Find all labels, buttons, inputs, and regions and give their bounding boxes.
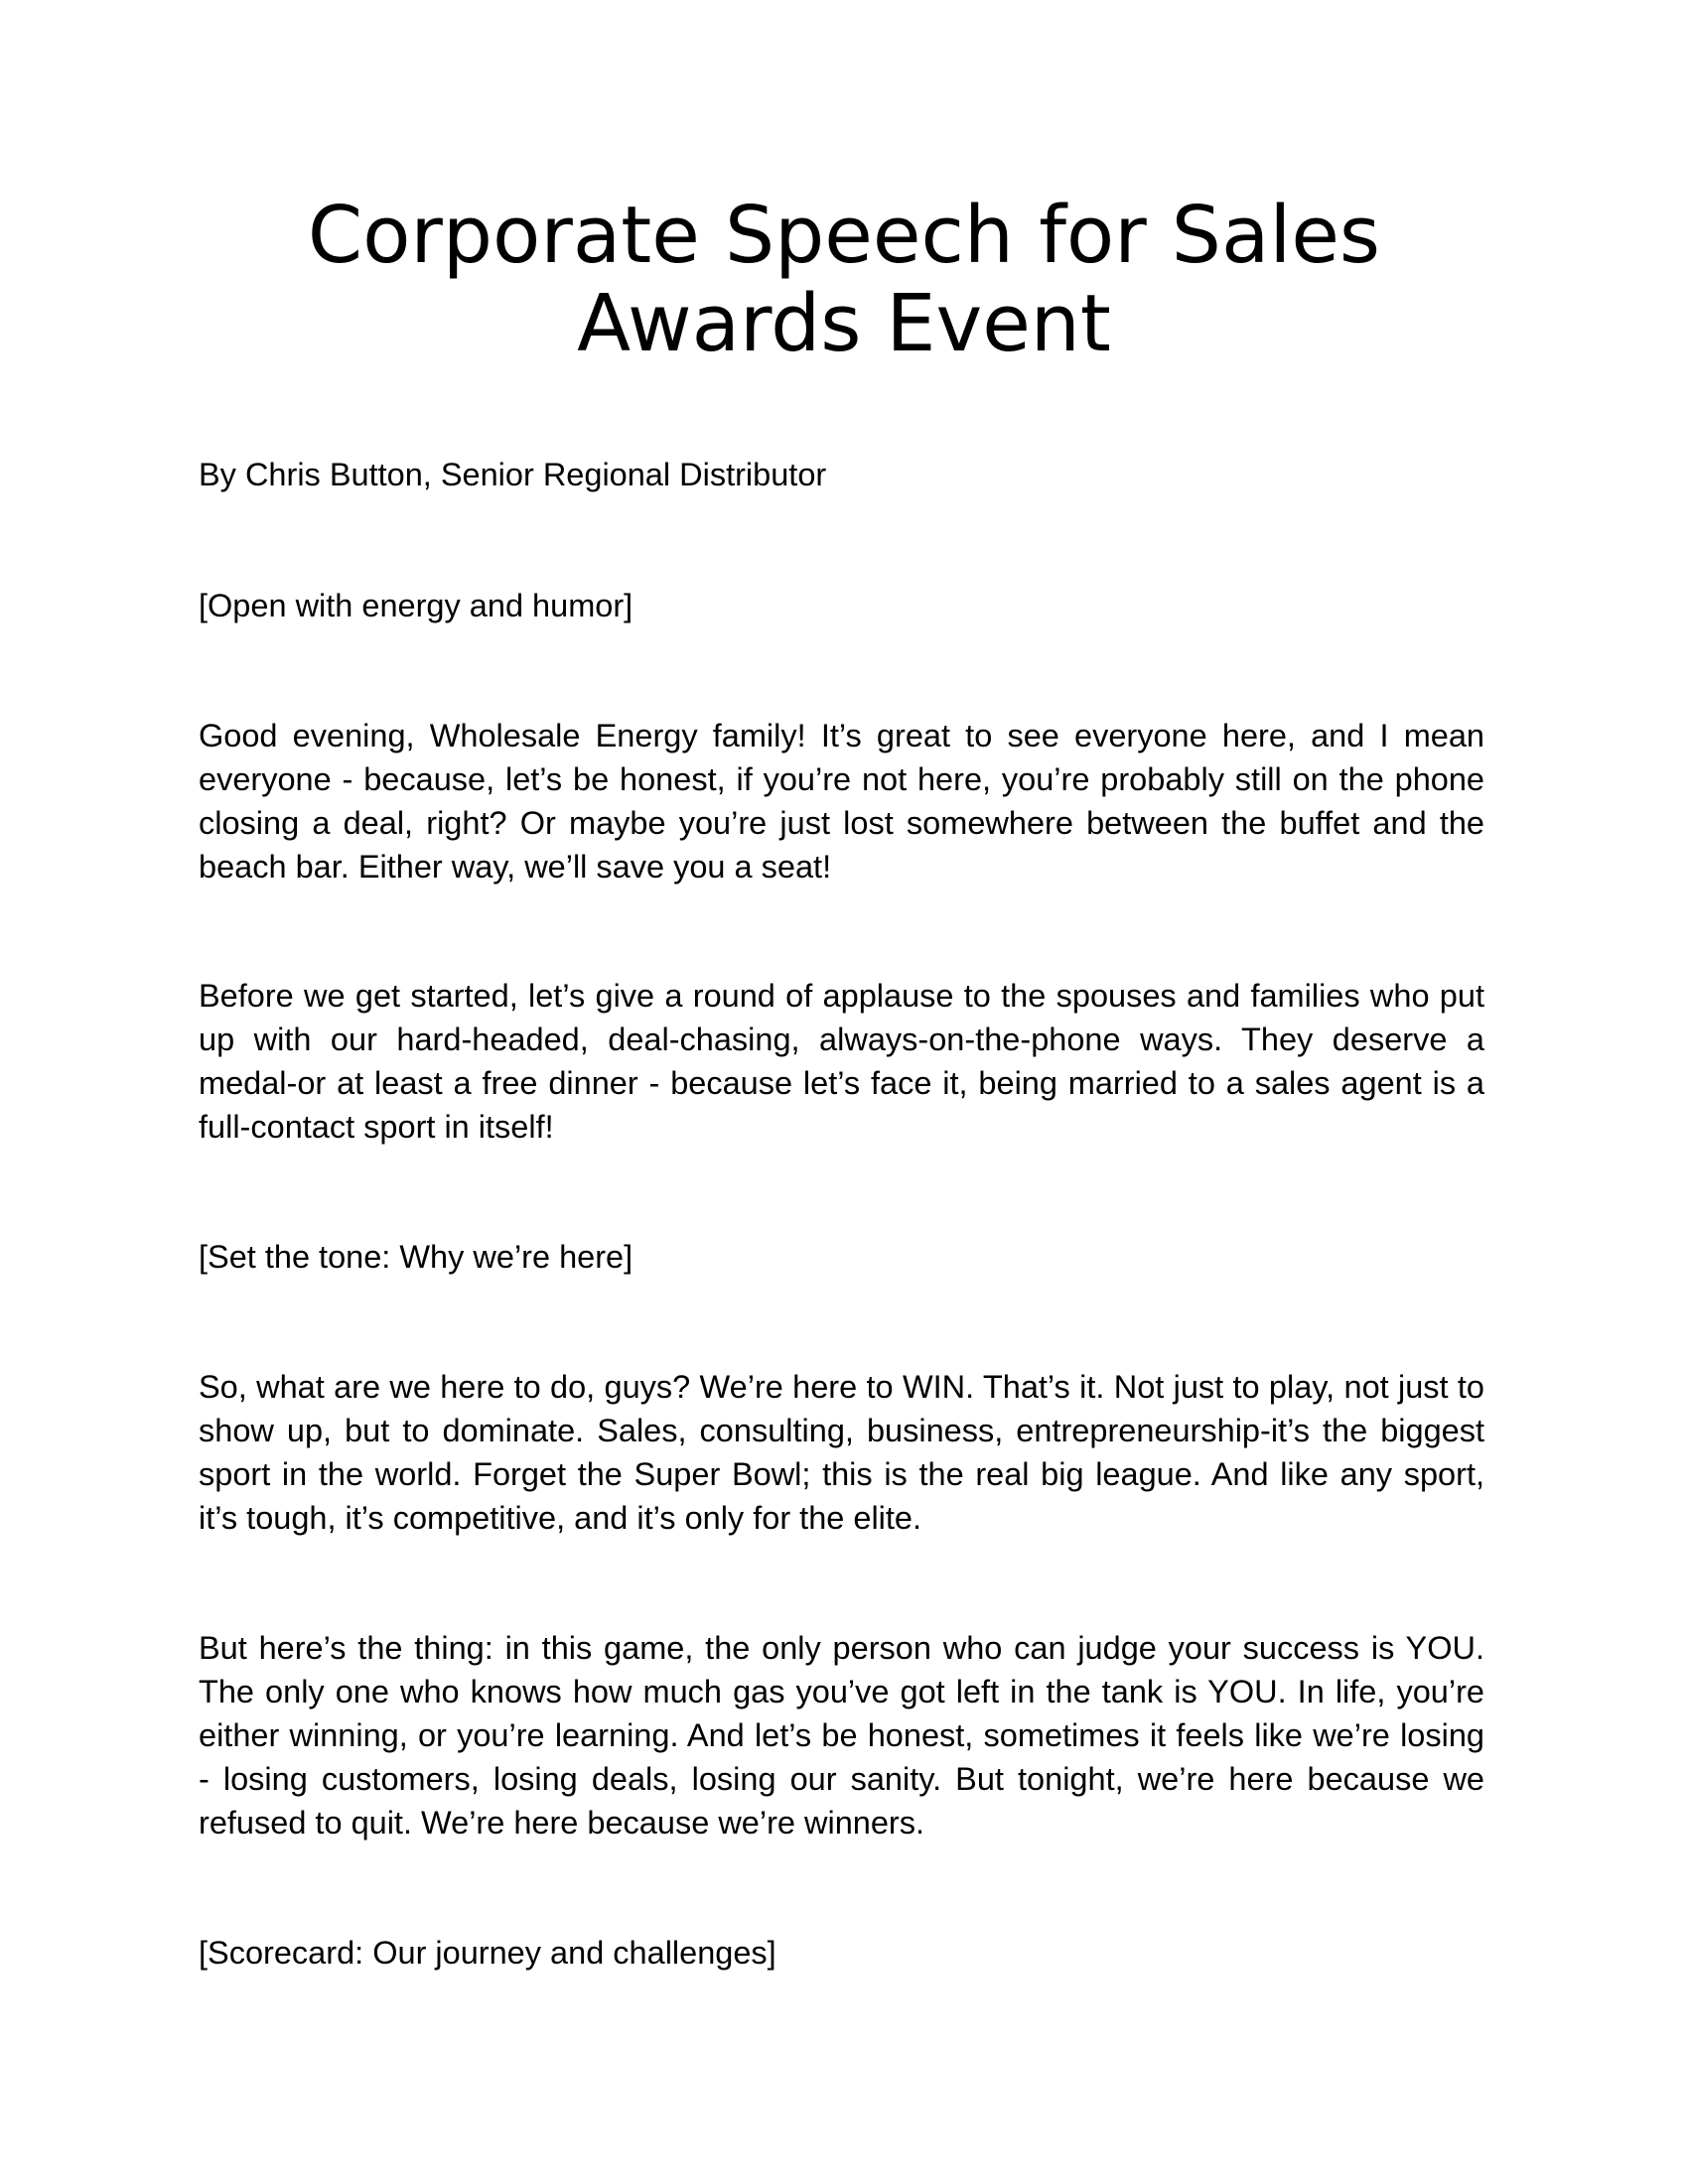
paragraph-families: Before we get started, let’s give a round of applause to the spouses and families who put up with our hard-headed, deal-chasing, always-on-the-phone ways. They deserve a medal-or at least a free dinner - because let’s face it, being married to a sales agent is a full-contact sport in itself! <box>199 978 1484 1145</box>
paragraph-welcome: Good evening, Wholesale Energy family! It’s great to see everyone here, and I mean everyone - because, let’s be honest, if you’re not here, you’re probably still on the phone closing a deal, right? Or maybe you’re just lost somewhere between the buffet and the beach bar. Either way, we’ll save you a seat! <box>199 718 1484 885</box>
stage-cue-tone: [Set the tone: Why we’re here] <box>199 1239 633 1275</box>
title-line-1: Corporate Speech for Sales <box>307 190 1381 281</box>
paragraph-win: So, what are we here to do, guys? We’re here to WIN. That’s it. Not just to play, not just to show up, but to dominate. Sales, consulting, business, entrepreneurship-it’s the biggest sport in the world. Forget the Super Bowl; this is the real big league. And like any sport, it’s tough, it’s competitive, and it’s only for the elite. <box>199 1369 1484 1536</box>
stage-cue-open: [Open with energy and humor] <box>199 588 633 623</box>
byline: By Chris Button, Senior Regional Distributor <box>199 457 827 492</box>
paragraph-judge: But here’s the thing: in this game, the only person who can judge your success is YOU. The only one who knows how much gas you’ve got left in the tank is YOU. In life, you’re either winning, or you’re learning. And let’s be honest, sometimes it feels like we’re losing - losing customers, losing deals, losing our sanity. But tonight, we’re here because we refused to quit. We’re here because we’re winners. <box>199 1630 1484 1841</box>
page-title <box>199 192 1489 368</box>
stage-cue-scorecard: [Scorecard: Our journey and challenges] <box>199 1935 776 1971</box>
title-line-2: Awards Event <box>577 278 1111 369</box>
